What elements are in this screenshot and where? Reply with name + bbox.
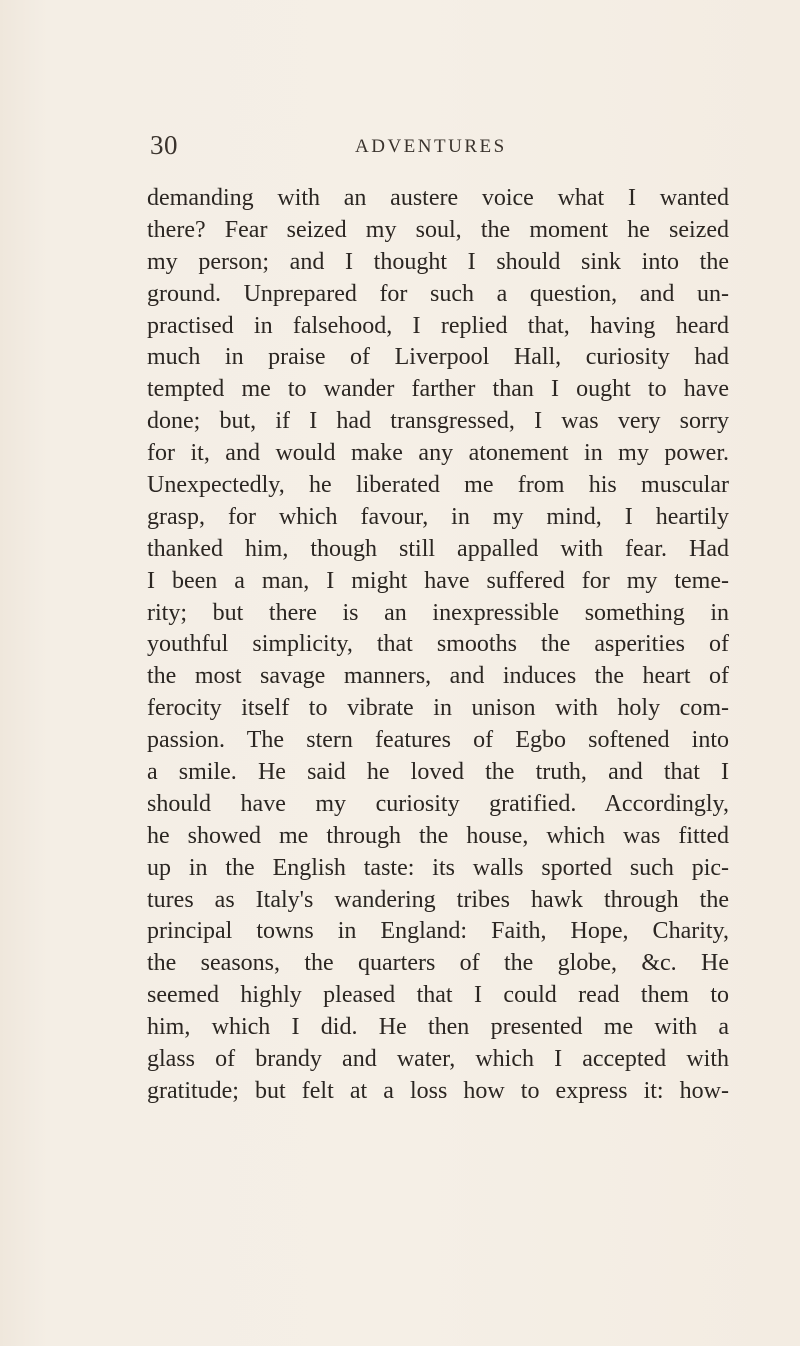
text-line: youthful simplicity, that smooths the asperities of (147, 631, 729, 658)
running-head (150, 130, 730, 170)
text-line: tures as Italy's wandering tribes hawk through the (147, 886, 729, 913)
body-text (147, 183, 729, 1108)
text-line: done; but, if I had transgressed, I was very sorry (147, 408, 729, 435)
running-title: ADVENTURES (355, 136, 507, 157)
text-line: Unexpectedly, he liberated me from his muscular (147, 472, 729, 499)
text-line: him, which I did. He then presented me with a (147, 1014, 729, 1041)
text-line: there? Fear seized my soul, the moment he seized (147, 216, 729, 243)
text-line: I been a man, I might have suffered for my teme- (147, 567, 729, 594)
text-line: principal towns in England: Faith, Hope, Charity, (147, 918, 729, 945)
text-line: practised in falsehood, I replied that, having heard (147, 312, 729, 339)
text-line: seemed highly pleased that I could read them to (147, 982, 729, 1009)
text-line: ground. Unprepared for such a question, and un- (147, 280, 729, 307)
text-line: the seasons, the quarters of the globe, &c. He (147, 950, 729, 977)
text-line: up in the English taste: its walls sported such pic- (147, 854, 729, 881)
text-line: tempted me to wander farther than I ought to have (147, 376, 729, 403)
text-line: demanding with an austere voice what I wanted (147, 185, 729, 211)
text-line: much in praise of Liverpool Hall, curiosity had (147, 344, 729, 371)
text-line: glass of brandy and water, which I accepted with (147, 1046, 729, 1073)
text-line: gratitude; but felt at a loss how to express it: how- (147, 1077, 729, 1104)
text-line: ferocity itself to vibrate in unison with holy com- (147, 695, 729, 722)
text-line: he showed me through the house, which was fitted (147, 822, 729, 849)
page-number: 30 (150, 130, 178, 160)
text-line: thanked him, though still appalled with fear. Had (147, 535, 729, 562)
text-line: should have my curiosity gratified. Accordingly, (147, 790, 729, 817)
text-line: my person; and I thought I should sink into the (147, 248, 729, 275)
text-line: grasp, for which favour, in my mind, I heartily (147, 503, 729, 530)
text-line: passion. The stern features of Egbo softened into (147, 727, 729, 754)
text-line: rity; but there is an inexpressible something in (147, 599, 729, 626)
text-line: a smile. He said he loved the truth, and that I (147, 759, 729, 786)
text-line: the most savage manners, and induces the heart of (147, 663, 729, 690)
text-line: for it, and would make any atonement in my power. (147, 440, 729, 467)
